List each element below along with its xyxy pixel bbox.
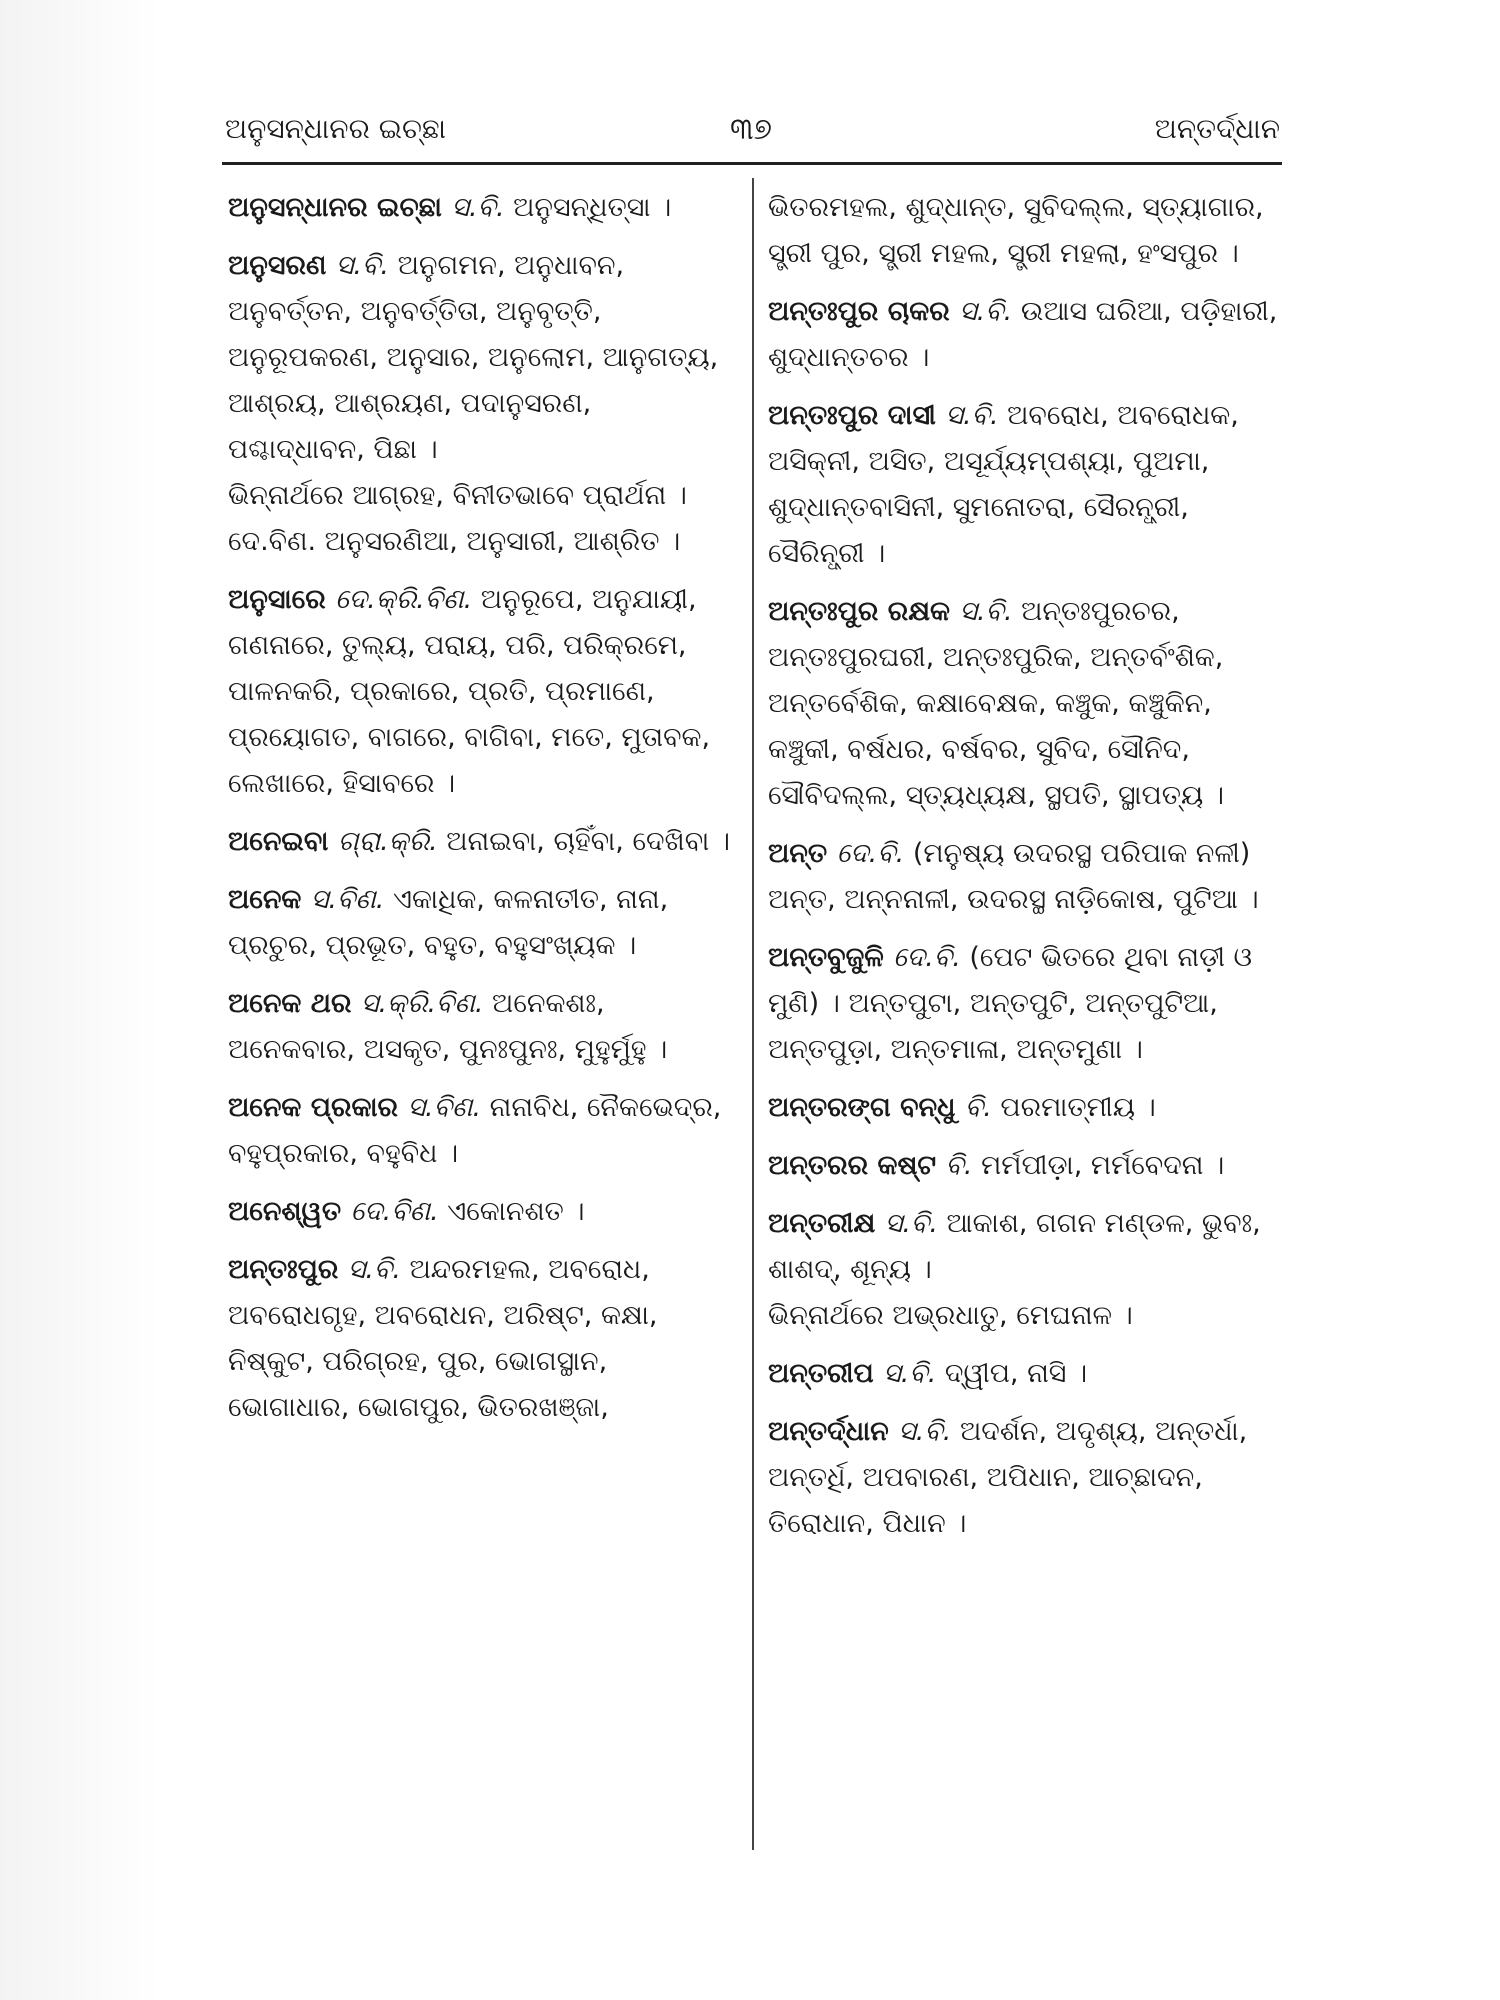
entry-synonyms: (ପେଟ ଭିତରେ ଥିବା ନାଡ଼ୀ ଓ ମୁଣି) । ଅନ୍ତପୁଟା, ଅନ୍ତପୁଟି, ଅନ୍ତପୁଟିଆ, ଅନ୍ତପୁଡ଼ା, ଅନ୍ତମାଳା, ଅନ୍ତମୁଣା । [768,942,1253,1065]
entry-part-of-speech: ଗ୍ରା.କ୍ରି. [337,826,447,857]
dictionary-entry [768,1143,1278,1189]
entry-sub-sense: ଭିନ୍ନାର୍ଥରେ ଆଗ୍ରହ, ବିନୀତଭାବେ ପ୍ରାର୍ଥନା । [228,480,687,511]
entry-part-of-speech: ସ.କ୍ରି.ବିଣ. [360,988,493,1019]
entry-sub-sense: ଭିନ୍ନାର୍ଥରେ ଅଭ୍ରଧାତୁ, ମେଘନାଳ । [768,1300,1133,1331]
entry-body [768,589,1278,819]
entry-headword: ଅନ୍ତଃପୁର [228,1254,348,1285]
entry-part-of-speech: ଦେ.ବିଣ. [350,1196,448,1227]
dictionary-entry [228,577,733,807]
entry-body [228,1085,733,1177]
entry-headword: ଅନ୍ତଃପୁର ଚାକର [768,296,960,327]
entry-part-of-speech: ସ.ବି. [945,400,1008,431]
header-left-guideword: ଅନୁସନ୍ଧାନର ଇଚ୍ଛା [225,112,447,145]
entry-part-of-speech: ଦେ.କ୍ରି.ବିଣ. [335,584,481,615]
entry-synonyms: ଅନ୍ତଃପୁରଚର, ଅନ୍ତଃପୁରଘରୀ, ଅନ୍ତଃପୁରିକ, ଅନ୍ତର୍ବଂଶିକ, ଅନ୍ତର୍ବେଶିକ, କକ୍ଷାବେକ୍ଷକ, କଞ୍ଚୁକ, କଞ୍ଚୁକିନ, କଞ୍ଚୁକୀ, ବର୍ଷଧର, ବର୍ଷବର, ସୁବିଦ, ସୌନିଦ, ସୌବିଦଲ୍ଲ, ସ୍ତ୍ୟଧ୍ୟକ୍ଷ, ସ୍ଥପତି, ସ୍ଥାପତ୍ୟ । [768,596,1224,811]
dictionary-entry [228,981,733,1073]
scan-edge-shadow [0,0,160,2000]
entry-body [768,935,1278,1073]
dictionary-entry [768,289,1278,381]
header-rule [222,162,1282,165]
column-divider [752,178,754,1850]
entry-part-of-speech: ସ.ବି. [335,250,398,281]
entry-headword: ଅନ୍ତରୀପ [768,1358,884,1389]
entry-body [768,831,1278,923]
dictionary-entry [768,1085,1278,1131]
entry-part-of-speech: ସ.ବି. [959,296,1021,327]
entry-body [768,1201,1278,1293]
entry-synonyms: ଅନୁଗମନ, ଅନୁଧାବନ, ଅନୁବର୍ତ୍ତନ, ଅନୁବର୍ତ୍ତିତା, ଅନୁବୃତ୍ତି, ଅନୁରୂପକରଣ, ଅନୁସାର, ଅନୁଲୋମ, ଆନୁଗତ୍ୟ, ଆଶ୍ରୟ, ଆଶ୍ରୟଣ, ପଦାନୁସରଣ, ପଶ୍ଚାଦ୍‌ଧାବନ, ପିଛା । [228,250,719,465]
entry-synonyms: ଅନେକଶଃ, ଅନେକବାର, ଅସକୃତ, ପୁନଃପୁନଃ, ମୁହୁର୍ମୁହୁ । [228,988,668,1065]
dictionary-entry [768,1409,1278,1547]
entry-synonyms: ଆକାଶ, ଗଗନ ମଣ୍ଡଳ, ଭୁବଃ, ଶାଶଦ୍, ଶୂନ୍ୟ । [768,1208,1261,1285]
dictionary-entry [768,589,1278,819]
entry-body [768,185,1278,277]
entry-body [768,393,1278,577]
entry-part-of-speech: ସ.ବି. [959,596,1022,627]
entry-part-of-speech: ବି. [964,1092,1001,1123]
entry-synonyms: ଅନୁରୂପେ, ଅନୁଯାୟୀ, ଗଣନାରେ, ତୁଲ୍ୟ, ପରାୟ, ପରି, ପରିକ୍ରମେ, ପାଳନକରି, ପ୍ରକାରେ, ପ୍ରତି, ପ୍ରମାଣେ, ପ୍ରୟୋଗତ, ବାଗରେ, ବାଗିବା, ମତେ, ମୁତାବକ, ଲେଖାରେ, ହିସାବରେ । [228,584,711,799]
entry-headword: ଅନ୍ତର୍ଦ୍ଧାନ [768,1416,899,1447]
entry-synonyms: ମର୍ମପୀଡ଼ା, ମର୍ମବେଦନା । [981,1150,1225,1181]
entry-headword: ଅନୁସାରେ [228,584,336,615]
entry-part-of-speech: ଦେ.ବି. [836,838,913,869]
entry-headword: ଅନ୍ତରୀକ୍ଷ [768,1208,885,1239]
dictionary-entry [228,1247,733,1431]
entry-body [768,1143,1278,1189]
entry-body [228,981,733,1073]
entry-headword: ଅନ୍ତଃପୁର ରକ୍ଷକ [768,596,960,627]
dictionary-entry [768,185,1278,277]
entry-body [228,877,733,969]
entry-synonyms: ଅନାଇବା, ଚାହିଁବା, ଦେଖିବା । [446,826,731,857]
entry-body [228,1189,733,1235]
entry-part-of-speech: ସ.ବିଣ. [407,1092,490,1123]
entry-headword: ଅନୁସନ୍ଧାନର ଇଚ୍ଛା [228,192,452,223]
entry-body [228,577,733,807]
entry-synonyms: ଅନ୍ଦରମହଲ, ଅବରୋଧ, ଅବରୋଧଗୃହ, ଅବରୋଧନ, ଅରିଷ୍ଟ, କକ୍ଷା, ନିଷ୍କୁଟ, ପରିଗ୍ରହ, ପୁର, ଭୋଗସ୍ଥାନ, ଭୋଗାଧାର, ଭୋଗପୁର, ଭିତରଖଞ୍ଜା, [228,1254,658,1423]
entry-synonyms: ଦ୍ୱୀପ, ନାସି । [944,1358,1088,1389]
entry-headword: ଅନ୍ତବୁଜୁଳି [768,942,894,973]
entry-headword: ଅନେକ ଥର [228,988,361,1019]
entry-headword: ଅନୁସରଣ [228,250,336,281]
entry-synonyms: ଅନୁସନ୍ଧିତ୍ସା । [513,192,672,223]
entry-body [768,1351,1278,1397]
entry-headword: ଅନ୍ତଃପୁର ଦାସୀ [768,400,946,431]
entry-body [768,289,1278,381]
entry-headword: ଅନ୍ତରର କଷ୍ଟ [768,1150,946,1181]
entry-synonyms: ଅଦର୍ଶନ, ଅଦୃଶ୍ୟ, ଅନ୍ତର୍ଧା, ଅନ୍ତର୍ଧି, ଅପବାରଣ, ଅପିଧାନ, ଆଚ୍ଛାଦନ, ତିରୋଧାନ, ପିଧାନ । [768,1416,1248,1539]
dictionary-entry [768,1351,1278,1397]
dictionary-entry [768,831,1278,923]
entry-body [228,1247,733,1431]
entry-part-of-speech: ସ.ବିଣ. [310,884,393,915]
dictionary-entry [768,935,1278,1073]
dictionary-entry [768,393,1278,577]
entry-headword: ଅନେକ ପ୍ରକାର [228,1092,408,1123]
entry-synonyms: ଉଆସ ଘରିଆ, ପଡ଼ିହାରୀ, ଶୁଦ୍ଧାନ୍ତଚର । [768,296,1278,373]
entry-body [768,1085,1278,1131]
header-right-guideword: ଅନ୍ତର୍ଦ୍ଧାନ [1154,112,1280,145]
entry-headword: ଅନେକ [228,884,311,915]
entry-part-of-speech: ସ.ବି. [451,192,514,223]
entry-headword: ଅନେଶ୍ୱତ [228,1196,351,1227]
dictionary-entry [228,877,733,969]
entry-headword: ଅନେଇବା [228,826,338,857]
dictionary-entry [228,243,733,565]
page-header [225,112,1280,160]
entry-part-of-speech: ସ.ବି. [883,1358,945,1389]
entry-body [768,1409,1278,1547]
entry-synonyms: ଏକୋନଶତ । [447,1196,585,1227]
entry-part-of-speech: ସ.ବି. [347,1254,410,1285]
entry-headword: ଅନ୍ତରଙ୍ଗ ବନ୍ଧୁ [768,1092,965,1123]
entry-synonyms: ପରମାତ୍ମୀୟ । [1000,1092,1156,1123]
entry-part-of-speech: ସ.ବି. [884,1208,947,1239]
entry-synonyms: ଏକାଧିକ, କଳନାତୀତ, ନାନା, ପ୍ରଚୁର, ପ୍ରଭୂତ, ବହୁତ, ବହୁସଂଖ୍ୟକ । [228,884,669,961]
entry-part-of-speech: ସ.ବି. [898,1416,960,1447]
entry-part-of-speech: ଦେ.ବି. [893,942,970,973]
entry-sub-sense: ଦେ.ବିଣ. ଅନୁସରଣିଆ, ଅନୁସାରୀ, ଆଶ୍ରିତ । [228,526,681,557]
entry-synonyms: ଭିତରମହଲ, ଶୁଦ୍ଧାନ୍ତ, ସୁବିଦଲ୍ଲ, ସ୍ତ୍ୟାଗାର, ସ୍ତ୍ରୀ ପୁର, ସ୍ତ୍ରୀ ମହଲ, ସ୍ତ୍ରୀ ମହଲା, ହଂସପୁର । [768,192,1264,269]
entry-synonyms: ନାନାବିଧ, ନୈକଭେଦ୍ର, ବହୁପ୍ରକାର, ବହୁବିଧ । [228,1092,722,1169]
page-number: ୩୭ [730,112,772,147]
dictionary-entry [768,1201,1278,1339]
entry-part-of-speech: ବି. [945,1150,982,1181]
dictionary-entry [228,1085,733,1177]
entry-body [228,243,733,473]
entry-synonyms: (ମନୁଷ୍ୟ ଉଦରସ୍ଥ ପରିପାକ ନଳୀ) ଅନ୍ତ, ଅନ୍ନନାଳୀ, ଉଦରସ୍ଥ ନାଡ଼ିକୋଷ, ପୁଟିଆ । [768,838,1259,915]
right-column [768,185,1278,1559]
entry-synonyms: ଅବରୋଧ, ଅବରୋଧକ, ଅସିକ୍ନୀ, ଅସିତ, ଅସୂର୍ଯ୍ୟମ୍ପଶ୍ୟା, ପୁଅମା, ଶୁଦ୍ଧାନ୍ତବାସିନୀ, ସୁମନୋତରା, ସୈରନ୍ଧ୍ରୀ, ସୈରିନ୍ଧ୍ରୀ । [768,400,1239,569]
entry-body [228,185,733,231]
entry-headword: ଅନ୍ତ [768,838,837,869]
left-column [228,185,733,1443]
dictionary-entry [228,1189,733,1235]
entry-body [228,819,733,865]
dictionary-entry [228,185,733,231]
dictionary-entry [228,819,733,865]
